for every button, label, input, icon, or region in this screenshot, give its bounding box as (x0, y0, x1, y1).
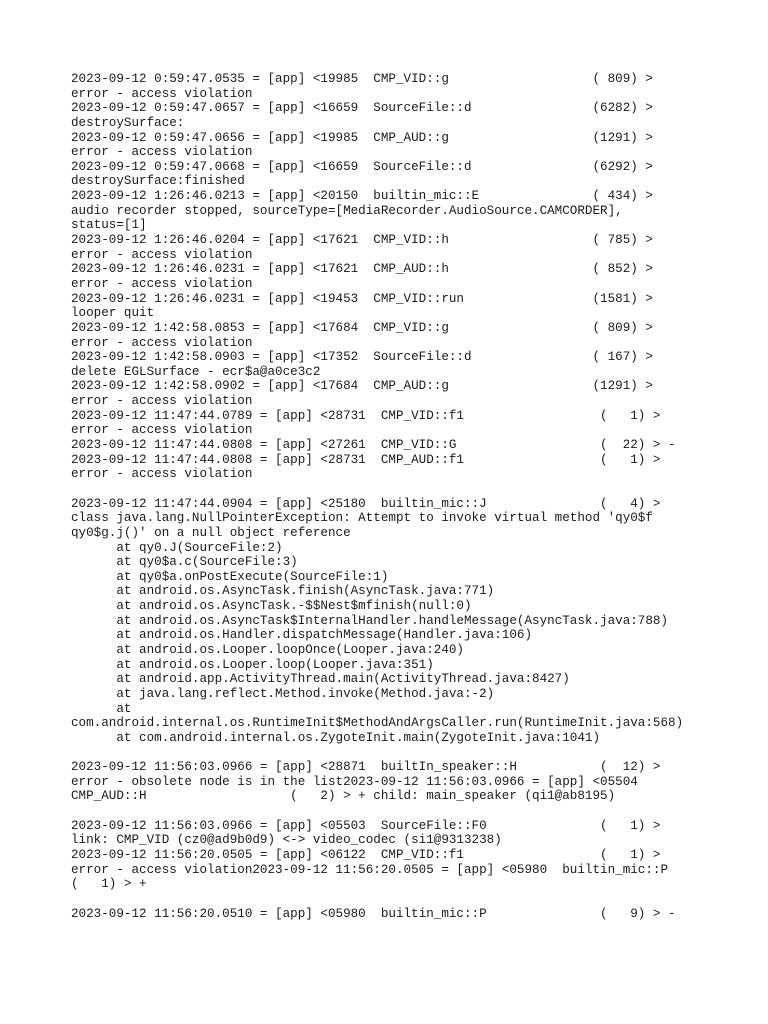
log-line: error - access violation (71, 276, 253, 291)
log-line: 2023-09-12 0:59:47.0535 = [app] <19985 CMP_VID::g ( 809) > (71, 72, 653, 86)
log-line: com.android.internal.os.RuntimeInit$MethodAndArgsCaller.run(RuntimeInit.java:568) (71, 716, 684, 731)
log-line: delete EGLSurface - ecr$a@a0ce3c2 (71, 364, 321, 379)
log-line: at com.android.internal.os.ZygoteInit.main(ZygoteInit.java:1041) (71, 730, 601, 745)
log-line: 2023-09-12 0:59:47.0657 = [app] <16659 SourceFile::d (6282) > (71, 101, 653, 116)
log-line: error - access violation (71, 86, 253, 101)
log-line: at android.os.Handler.dispatchMessage(Handler.java:106) (71, 628, 533, 643)
log-line: 2023-09-12 1:42:58.0902 = [app] <17684 CMP_AUD::g (1291) > (71, 379, 653, 394)
log-line: error - access violation2023-09-12 11:56:20.0505 = [app] <05980 builtin_mic::P (71, 862, 669, 877)
log-line: 2023-09-12 11:56:20.0510 = [app] <05980 builtin_mic::P ( 9) > - (71, 906, 676, 921)
log-line: error - access violation (71, 423, 253, 438)
log-line: 2023-09-12 0:59:47.0656 = [app] <19985 CMP_AUD::g (1291) > (71, 130, 653, 145)
blank-line (71, 482, 751, 497)
log-line: 2023-09-12 1:42:58.0853 = [app] <17684 CMP_VID::g ( 809) > (71, 320, 653, 335)
log-line: at (71, 701, 132, 716)
log-line: ( 1) > + (71, 877, 147, 892)
log-line: at qy0$a.c(SourceFile:3) (71, 555, 298, 570)
log-line: audio recorder stopped, sourceType=[MediaRecorder.AudioSource.CAMCORDER], (71, 203, 623, 218)
log-line: CMP_AUD::H ( 2) > + child: main_speaker (qi1@ab8195) (71, 789, 616, 804)
log-line: link: CMP_VID (cz0@ad9b0d9) <-> video_codec (si1@9313238) (71, 833, 502, 848)
log-line: 2023-09-12 0:59:47.0668 = [app] <16659 SourceFile::d (6292) > (71, 159, 653, 174)
log-line: at java.lang.reflect.Method.invoke(Method.java:-2) (71, 686, 495, 701)
log-line: 2023-09-12 1:26:46.0213 = [app] <20150 builtin_mic::E ( 434) > (71, 189, 653, 204)
log-line: error - access violation (71, 467, 253, 482)
blank-line (71, 745, 751, 760)
blank-line (71, 804, 751, 819)
log-line: error - access violation (71, 145, 253, 160)
log-line: at android.os.Looper.loop(Looper.java:351) (71, 657, 434, 672)
log-line: error - obsolete node is in the list2023-09-12 11:56:03.0966 = [app] <05504 (71, 774, 638, 789)
log-line: error - access violation (71, 394, 253, 409)
log-line: error - access violation (71, 247, 253, 262)
log-line: at android.os.AsyncTask.finish(AsyncTask.java:771) (71, 584, 495, 599)
log-line: 2023-09-12 11:56:20.0505 = [app] <06122 CMP_VID::f1 ( 1) > (71, 847, 661, 862)
log-line: looper quit (71, 306, 155, 321)
log-line: at android.os.Looper.loopOnce(Looper.java:240) (71, 642, 464, 657)
log-line: 2023-09-12 1:42:58.0903 = [app] <17352 SourceFile::d ( 167) > (71, 350, 653, 365)
log-line: qy0$g.j()' on a null object reference (71, 525, 351, 540)
log-line: status=[1] (71, 218, 147, 233)
log-line: 2023-09-12 11:47:44.0904 = [app] <25180 builtin_mic::J ( 4) > (71, 496, 661, 511)
log-line: 2023-09-12 1:26:46.0204 = [app] <17621 CMP_VID::h ( 785) > (71, 233, 653, 248)
log-line: 2023-09-12 1:26:46.0231 = [app] <17621 CMP_AUD::h ( 852) > (71, 262, 653, 277)
log-line: error - access violation (71, 335, 253, 350)
log-text-block (71, 72, 751, 921)
log-line: at android.os.AsyncTask$InternalHandler.handleMessage(AsyncTask.java:788) (71, 613, 669, 628)
log-line: at android.os.AsyncTask.-$$Nest$mfinish(null:0) (71, 599, 472, 614)
log-line: 2023-09-12 1:26:46.0231 = [app] <19453 CMP_VID::run (1581) > (71, 291, 653, 306)
log-line: 2023-09-12 11:47:44.0808 = [app] <28731 CMP_AUD::f1 ( 1) > (71, 452, 661, 467)
log-line: at qy0.J(SourceFile:2) (71, 540, 283, 555)
log-line: destroySurface: (71, 115, 185, 130)
log-line: at android.app.ActivityThread.main(ActivityThread.java:8427) (71, 672, 570, 687)
blank-line (71, 892, 751, 907)
log-line: destroySurface:finished (71, 174, 245, 189)
log-line: at qy0$a.onPostExecute(SourceFile:1) (71, 569, 389, 584)
log-line: 2023-09-12 11:47:44.0808 = [app] <27261 CMP_VID::G ( 22) > - (71, 438, 676, 453)
log-line: class java.lang.NullPointerException: Attempt to invoke virtual method 'qy0$f (71, 511, 653, 526)
log-line: 2023-09-12 11:47:44.0789 = [app] <28731 CMP_VID::f1 ( 1) > (71, 408, 661, 423)
log-line: 2023-09-12 11:56:03.0966 = [app] <05503 SourceFile::F0 ( 1) > (71, 818, 661, 833)
log-line: 2023-09-12 11:56:03.0966 = [app] <28871 builtIn_speaker::H ( 12) > (71, 760, 661, 775)
